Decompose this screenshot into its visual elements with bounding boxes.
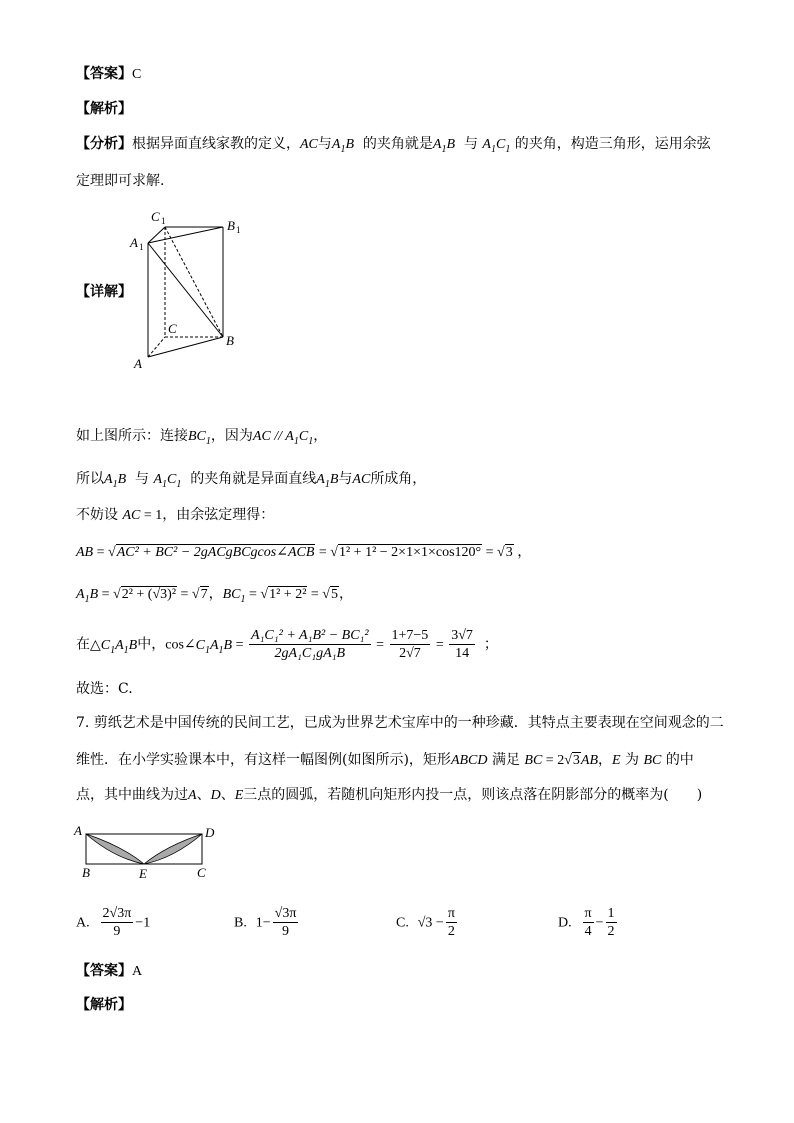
option-c-num: π xyxy=(447,906,455,921)
answer-line-q6 xyxy=(76,65,141,84)
option-d-mid: − xyxy=(595,915,604,931)
q7-line3: 点，其中曲线为过A、D、E三点的圆弧，若随机向矩形内投一点，则该点落在阴影部分的概率为( ) xyxy=(76,787,703,803)
eq-ab-mid: 1² + 1² − 2×1×1×cos120° xyxy=(338,545,482,560)
option-b-den: 9 xyxy=(273,922,299,940)
so-text-b: 与 xyxy=(135,471,150,487)
option-a[interactable] xyxy=(76,905,150,940)
option-a-num: 2√3π xyxy=(102,906,132,921)
math-a1b: $A_1B$ xyxy=(331,137,355,155)
math-ac: AC xyxy=(300,137,318,152)
analysis-line-q7 xyxy=(76,996,132,1014)
answer-value: C xyxy=(132,67,142,82)
label-c1-sub: 1 xyxy=(161,216,166,226)
label-a1: A xyxy=(130,235,138,250)
tri-prefix: 在 xyxy=(76,636,90,653)
detail-label: 【详解】 xyxy=(76,284,132,300)
eq-a1b-inner: 2² + (√3)² xyxy=(121,587,177,602)
eq-ab-line: AB = √AC² + BC² − 2gACgBCgcos∠ACB = √1² + 1² − 2×1×1×cos120° = √3 ， xyxy=(76,545,532,560)
eq-a1b-line: $A_1B = √2^2 + (√3)^2 = √7$，$BC_1 = √1^2 + 2^2 = √5$， xyxy=(76,587,353,605)
eq-a1b-res: 7 xyxy=(200,587,208,602)
label-b1: B xyxy=(227,218,235,233)
analysis-label xyxy=(76,100,132,118)
cos-num: A₁C₁² + A₁B² − BC₁² xyxy=(251,628,369,643)
fenxi-label: 【分析】 xyxy=(76,136,132,152)
cos-line: 在$\triangle C_1A_1B$中，$\cos\angle C_1A_1B$ = $\frac{\text{A₁C₁² + A₁B² − BC₁²}}{\text{2gA₁C₁gA₁B}}$ = $\frac{1+7-5}{2√7}$ = $\frac{3√7}{14}$ ； xyxy=(76,628,498,661)
analysis-label-text: 【解析】 xyxy=(76,101,132,117)
assume-text-b: ，由余弦定理得： xyxy=(162,507,275,523)
rect-label-d: D xyxy=(205,825,215,840)
option-c[interactable] xyxy=(396,905,459,940)
shaded-region-left xyxy=(86,834,144,864)
rect-label-a: A xyxy=(74,823,82,838)
eq-ab-expr: AC² + BC² − 2gACgBCgcos∠ACB xyxy=(116,545,315,560)
rect-label-b: B xyxy=(82,865,90,880)
detail-line xyxy=(76,283,132,301)
fenxi-text-e: 的夹角，构造三角形，运用余弦 xyxy=(514,136,711,152)
option-c-den: 2 xyxy=(446,922,457,940)
cos-den3: 14 xyxy=(449,644,475,662)
q7-line2-c: ， xyxy=(598,752,612,768)
option-d-den2: 2 xyxy=(607,924,615,939)
option-b[interactable] xyxy=(234,905,300,940)
assume-line: 不妨设 AC = 1，由余弦定理得： xyxy=(76,507,275,523)
choose-text: 故选：C. xyxy=(76,681,133,697)
prism-figure xyxy=(128,205,258,375)
option-a-den: 9 xyxy=(101,922,134,940)
so-text-c: 的夹角就是异面直线 xyxy=(190,471,317,487)
option-b-key: B. xyxy=(234,915,247,931)
shaded-region-right xyxy=(144,834,202,864)
so-line: 所以$A_1B$ 与 $A_1C_1$ 的夹角就是异面直线$A_1B$与AC所成角， xyxy=(76,471,427,490)
connect-text-b: ，因为 xyxy=(210,428,253,444)
option-a-tail: −1 xyxy=(135,915,151,931)
assume-text-a: 不妨设 xyxy=(76,507,118,523)
answer-label-q7: 【答案】 xyxy=(76,963,132,979)
rect-label-e: E xyxy=(139,866,147,881)
fenxi-line2-text: 定理即可求解. xyxy=(76,173,165,189)
answer-label: 【答案】 xyxy=(76,66,132,82)
fenxi-text-c: 的夹角就是 xyxy=(362,136,433,152)
rectangle-figure xyxy=(70,822,230,882)
option-b-num: √3π xyxy=(274,906,297,921)
fenxi-text-a: 根据异面直线家教的定义， xyxy=(132,136,300,152)
rect-label-c: C xyxy=(197,865,206,880)
answer-line-q7 xyxy=(76,962,142,981)
cos-den2: 2√7 xyxy=(390,644,431,662)
math-a1c1: $A_1C_1$ xyxy=(482,137,511,155)
option-c-key: C. xyxy=(396,915,409,931)
fenxi-text-b: 与 xyxy=(317,136,332,152)
analysis-label-q7: 【解析】 xyxy=(76,997,132,1013)
label-b: B xyxy=(226,333,234,348)
q7-line3-a: 点，其中曲线为过 xyxy=(76,787,188,803)
so-text-e: 所成角， xyxy=(370,471,427,487)
tri-mid: 中， xyxy=(137,636,166,653)
answer-value-q7: A xyxy=(132,964,143,979)
q7-line2-b: 满足 xyxy=(491,752,520,768)
option-d[interactable] xyxy=(558,905,619,940)
q7-line1-text: 7. 剪纸艺术是中国传统的民间工艺，已成为世界艺术宝库中的一种珍藏．其特点主要表现在空间观念的二 xyxy=(76,715,724,731)
q7-line2-e: 的中 xyxy=(665,752,694,768)
eq-bc1-inner: 1² + 2² xyxy=(269,587,307,602)
option-d-num2: 1 xyxy=(607,906,615,921)
option-c-head: √3 − xyxy=(417,915,444,931)
label-c1: C xyxy=(151,209,160,224)
label-b1-sub: 1 xyxy=(236,225,241,235)
option-d-key: D. xyxy=(558,915,572,931)
connect-line: 如上图所示：连接$BC_1$，因为AC // $A_1C_1$， xyxy=(76,428,328,447)
q7-line1 xyxy=(76,714,724,732)
math-bc1: $BC_1$ xyxy=(188,429,211,447)
fenxi-line-2 xyxy=(76,172,164,190)
option-d-den: 4 xyxy=(583,922,594,940)
label-a1-sub: 1 xyxy=(139,242,144,252)
label-a: A xyxy=(134,356,142,371)
so-text-a: 所以 xyxy=(76,471,104,487)
cos-num2: 1+7−5 xyxy=(391,628,429,643)
q7-line2-a: 维性．在小学实验课本中，有这样一幅图例(如图所示)，矩形 xyxy=(76,752,451,768)
option-d-num: π xyxy=(584,906,592,921)
cos-num3: 3√7 xyxy=(451,628,473,643)
math-parallel: AC // $A_1C_1$ xyxy=(252,429,314,447)
so-text-d: 与 xyxy=(338,471,353,487)
eq-bc1-res: 5 xyxy=(331,587,338,602)
option-a-key: A. xyxy=(76,915,90,931)
math-a1b-2: $A_1B$ xyxy=(432,137,456,155)
q7-line2-d: 为 xyxy=(625,752,640,768)
label-c: C xyxy=(168,321,177,336)
q7-line3-b: 三点的圆弧，若随机向矩形内投一点，则该点落在阴影部分的概率为( ) xyxy=(243,787,703,803)
q7-line2: 维性．在小学实验课本中，有这样一幅图例(如图所示)，矩形ABCD 满足 BC = 2√3AB，E 为 BC 的中 xyxy=(76,752,694,768)
connect-text-a: 如上图所示：连接 xyxy=(76,428,188,444)
fenxi-line xyxy=(76,135,711,159)
eq-ab-res: 3 xyxy=(505,545,513,560)
cos-den: 2gA₁C₁gA₁B xyxy=(249,644,371,662)
choose-line xyxy=(76,680,133,698)
option-b-head: 1− xyxy=(255,915,271,931)
fenxi-text-d: 与 xyxy=(463,136,478,152)
